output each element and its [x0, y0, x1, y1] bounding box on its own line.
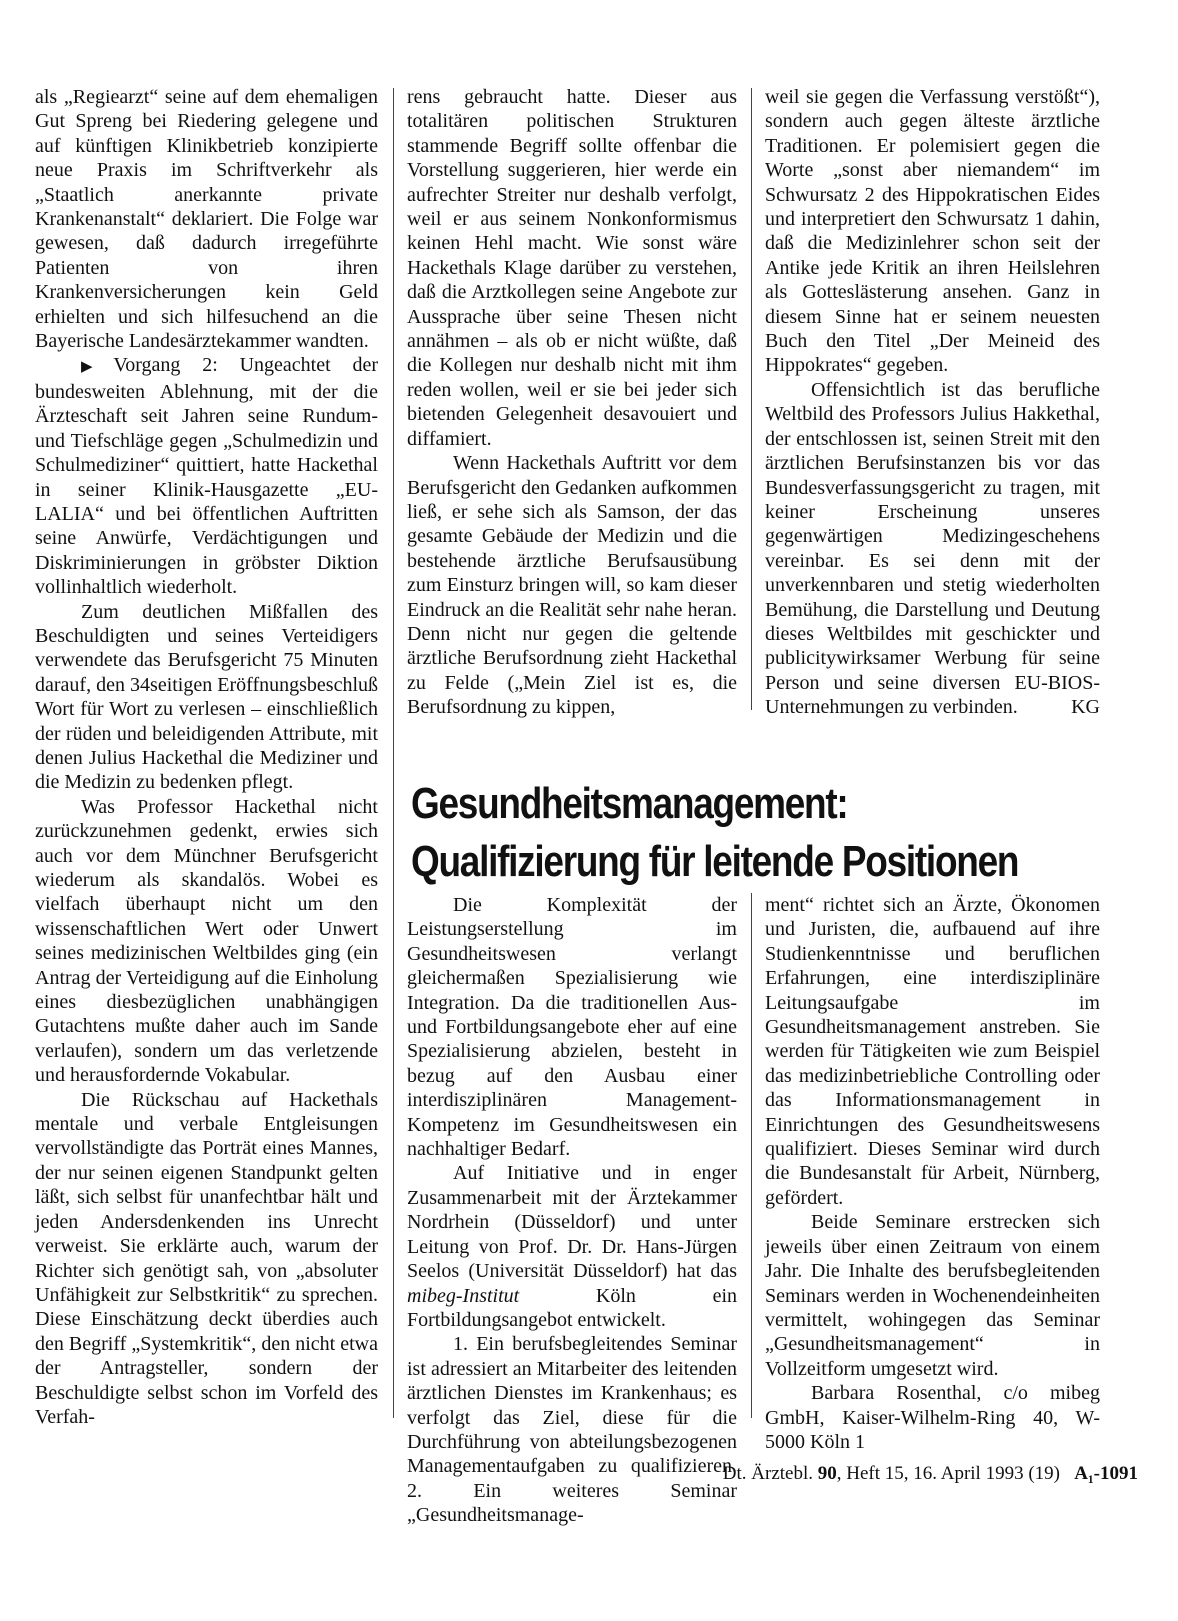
article-column-3: [765, 85, 1100, 720]
headline-line-2: Qualifizierung für leitende Positionen: [411, 837, 1019, 886]
column-divider: [751, 88, 752, 710]
paragraph: Zum deutlichen Mißfallen des Beschuldigten und seines Verteidigers verwendete das Berufsgericht 75 Minuten darauf, den 34seitigen Eröffnungsbeschluß Wort für Wort zu verlesen – einschließlich der rüden und beleidigenden Attribute, mit denen Julius Hackethal die Mediziner und die Medizin zu bedenken pflegt.: [35, 600, 378, 794]
paragraph-text: Vorgang 2: Ungeachtet der bundesweiten Ablehnung, mit der die Ärzteschaft seit Jahren seine Rundum- und Tiefschläge gegen „Schulmedizin und Schulmediziner“ quittiert, hatte Hackethal in seiner Klinik-Hausgazette „EU-LALIA“ und bei öffentlichen Auftritten seine Anwürfe, Verdächtigungen und Diskriminierungen in gröbster Diktion vollinhaltlich wiederholt.: [35, 354, 378, 599]
paragraph: weil sie gegen die Verfassung verstößt“), sondern auch gegen älteste ärztliche Traditionen. Er polemisiert gegen die Worte „sonst aber niemandem“ im Schwursatz 2 des Hippokratischen Eides und interpretiert den Schwursatz 1 dahin, daß die Medizinlehrer schon seit der Antike jede Kritik an ihren Heilslehren als Gotteslästerung ansehen. Ganz in diesem Sinne hat er seinem neuesten Buch den Titel „Der Meineid des Hippokrates“ gegeben.: [765, 86, 1100, 377]
paragraph: ment“ richtet sich an Ärzte, Ökonomen und Juristen, die, aufbauend auf ihre Studienkenntnisse und beruflichen Erfahrungen, eine interdisziplinäre Leitungsaufgabe im Gesundheitsmanagement anstreben. Sie werden für Tätigkeiten wie zum Beispiel das medizinbetriebliche Controlling oder das Informationsmanagement in Einrichtungen des Gesundheitswesens qualifiziert. Dieses Seminar wird durch die Bundesanstalt für Arbeit, Nürnberg, gefördert.: [765, 894, 1100, 1209]
paragraph: rens gebraucht hatte. Dieser aus totalitären politischen Strukturen stammende Begriff sollte offenbar die Vorstellung suggerieren, hier werde ein aufrechter Streiter nur deshalb verfolgt, weil er aus seinem Nonkonformismus keinen Hehl macht. Wie sonst wäre Hackethals Klage darüber zu verstehen, daß die Arztkollegen seine Angebote zur Aussprache über seine Thesen nicht annähmen – als ob er nicht wüßte, daß die Kollegen nur deshalb nicht mit ihm reden wollen, weil er sie bei jeder sich bietenden Gelegenheit desavouiert und diffamiert.: [407, 86, 737, 450]
article2-column-left: [407, 893, 737, 1528]
article-column-2: [407, 85, 737, 720]
headline-line-1: Gesundheitsmanagement:: [411, 779, 848, 828]
paragraph-text: Köln ein Fortbildungsangebot entwickelt.: [407, 1284, 737, 1331]
arrow-marker-icon: ▶: [81, 359, 110, 376]
article2-column-right: [765, 893, 1100, 1454]
article-headline: [411, 775, 1033, 891]
issue-date: , Heft 15, 16. April 1993 (19): [836, 1463, 1060, 1484]
volume-number: 90: [817, 1463, 837, 1484]
paragraph: [765, 378, 1100, 720]
column-divider: [751, 893, 752, 1418]
page-footer: [400, 1463, 1138, 1485]
paragraph: 1. Ein berufsbegleitendes Seminar ist adressiert an Mitarbeiter des leitenden ärztlichen Dienstes im Krankenhaus; es verfolgt das Ziel, diese für die Durchführung von abteilungsbezogenen Managementaufgaben zu qualifizieren. 2. Ein weiteres Seminar „Gesundheitsmanage-: [407, 1333, 737, 1527]
contact-address: Barbara Rosenthal, c/o mibeg GmbH, Kaiser-Wilhelm-Ring 40, W-5000 Köln 1: [765, 1382, 1100, 1453]
paragraph: Wenn Hackethals Auftritt vor dem Berufsgericht den Gedanken aufkommen ließ, er sehe sich als Samson, der das gesamte Gebäude der Medizin und die bestehende ärztliche Berufsausübung zum Einsturz bringen will, so kam dieser Eindruck an die Realität sehr nahe heran. Denn nicht nur gegen die geltende ärztliche Berufsordnung zieht Hackethal zu Felde („Mein Ziel ist es, die Berufsordnung zu kippen,: [407, 452, 737, 719]
page-number: A₁-1091: [1074, 1463, 1138, 1484]
paragraph-text: Offensichtlich ist das berufliche Weltbild des Professors Julius Hakkethal, der entschlossen ist, seinen Streit mit den ärztlichen Berufsinstanzen bis vor das Bundesverfassungsgericht zu tragen, mit keiner Erscheinung unseres gegenwärtigen Medizingeschehens vereinbar. Es sei denn mit der unverkennbaren und stetig wiederholten Bemühung, die Darstellung und Deutung dieses Weltbildes mit geschickter und publicitywirksamer Werbung für seine Person und seine diversen EU-BIOS-Unternehmungen zu verbinden.: [765, 378, 1100, 719]
paragraph: Die Komplexität der Leistungserstellung im Gesundheitswesen verlangt gleichermaßen Spezialisierung wie Integration. Da die traditionellen Aus- und Fortbildungsangebote eher auf eine Spezialisierung abzielen, besteht in bezug auf den Ausbau einer interdisziplinären Management-Kompetenz im Gesundheitswesen ein nachhaltiger Bedarf.: [407, 894, 737, 1161]
article-column-1: [35, 85, 378, 1429]
paragraph: [35, 353, 378, 599]
journal-name: Dt. Ärztebl.: [722, 1463, 814, 1484]
institute-name: mibeg-Institut: [407, 1284, 520, 1307]
paragraph-text: Auf Initiative und in enger Zusammenarbeit mit der Ärztekammer Nordrhein (Düsseldorf) und unter Leitung von Prof. Dr. Dr. Hans-Jürgen Seelos (Universität Düsseldorf) hat das: [407, 1162, 737, 1283]
paragraph: [407, 1161, 737, 1332]
author-initials: KG: [1071, 696, 1100, 719]
paragraph: Was Professor Hackethal nicht zurückzunehmen gedenkt, erwies sich auch vor dem Münchner Berufsgericht wiederum als skandalös. Wobei es vielfach überhaupt nicht um den wissenschaftlichen Wert oder Unwert seines medizinischen Weltbildes ging (ein Antrag der Verteidigung auf die Einholung eines diesbezüglichen unabhängigen Gutachtens mußte daher auch im Sande verlaufen), sondern um das verletzende und herausfordernde Vokabular.: [35, 795, 378, 1087]
paragraph: Die Rückschau auf Hackethals mentale und verbale Entgleisungen vervollständigte das Porträt eines Mannes, der nur seinen eigenen Standpunkt gelten läßt, sich selbst für unanfechtbar hält und jeden Andersdenkenden ins Unrecht verweist. Sie erklärte auch, warum der Richter sich genötigt sah, von „absoluter Unfähigkeit zur Selbstkritik“ zu sprechen. Diese Einschätzung deckt überdies auch den Begriff „Systemkritik“, den nicht etwa der Antragsteller, sondern der Beschuldigte selbst schon im Vorfeld des Verfah-: [35, 1088, 378, 1428]
paragraph: Beide Seminare erstrecken sich jeweils über einen Zeitraum von einem Jahr. Die Inhalte des berufsbegleitenden Seminars werden in Wochenendeinheiten vermittelt, wohingegen das Seminar „Gesundheitsmanagement“ in Vollzeitform umgesetzt wird.: [765, 1211, 1100, 1380]
paragraph: als „Regiearzt“ seine auf dem ehemaligen Gut Spreng bei Riedering gelegene und auf künftigen Klinikbetrieb konzipierte neue Praxis im Schriftverkehr als „Staatlich anerkannte private Krankenanstalt“ deklariert. Die Folge war gewesen, daß dadurch irregeführte Patienten von ihren Krankenversicherungen kein Geld erhielten und sich hilfesuchend an die Bayerische Landesärztekammer wandten.: [35, 86, 378, 353]
column-divider: [393, 88, 394, 1418]
